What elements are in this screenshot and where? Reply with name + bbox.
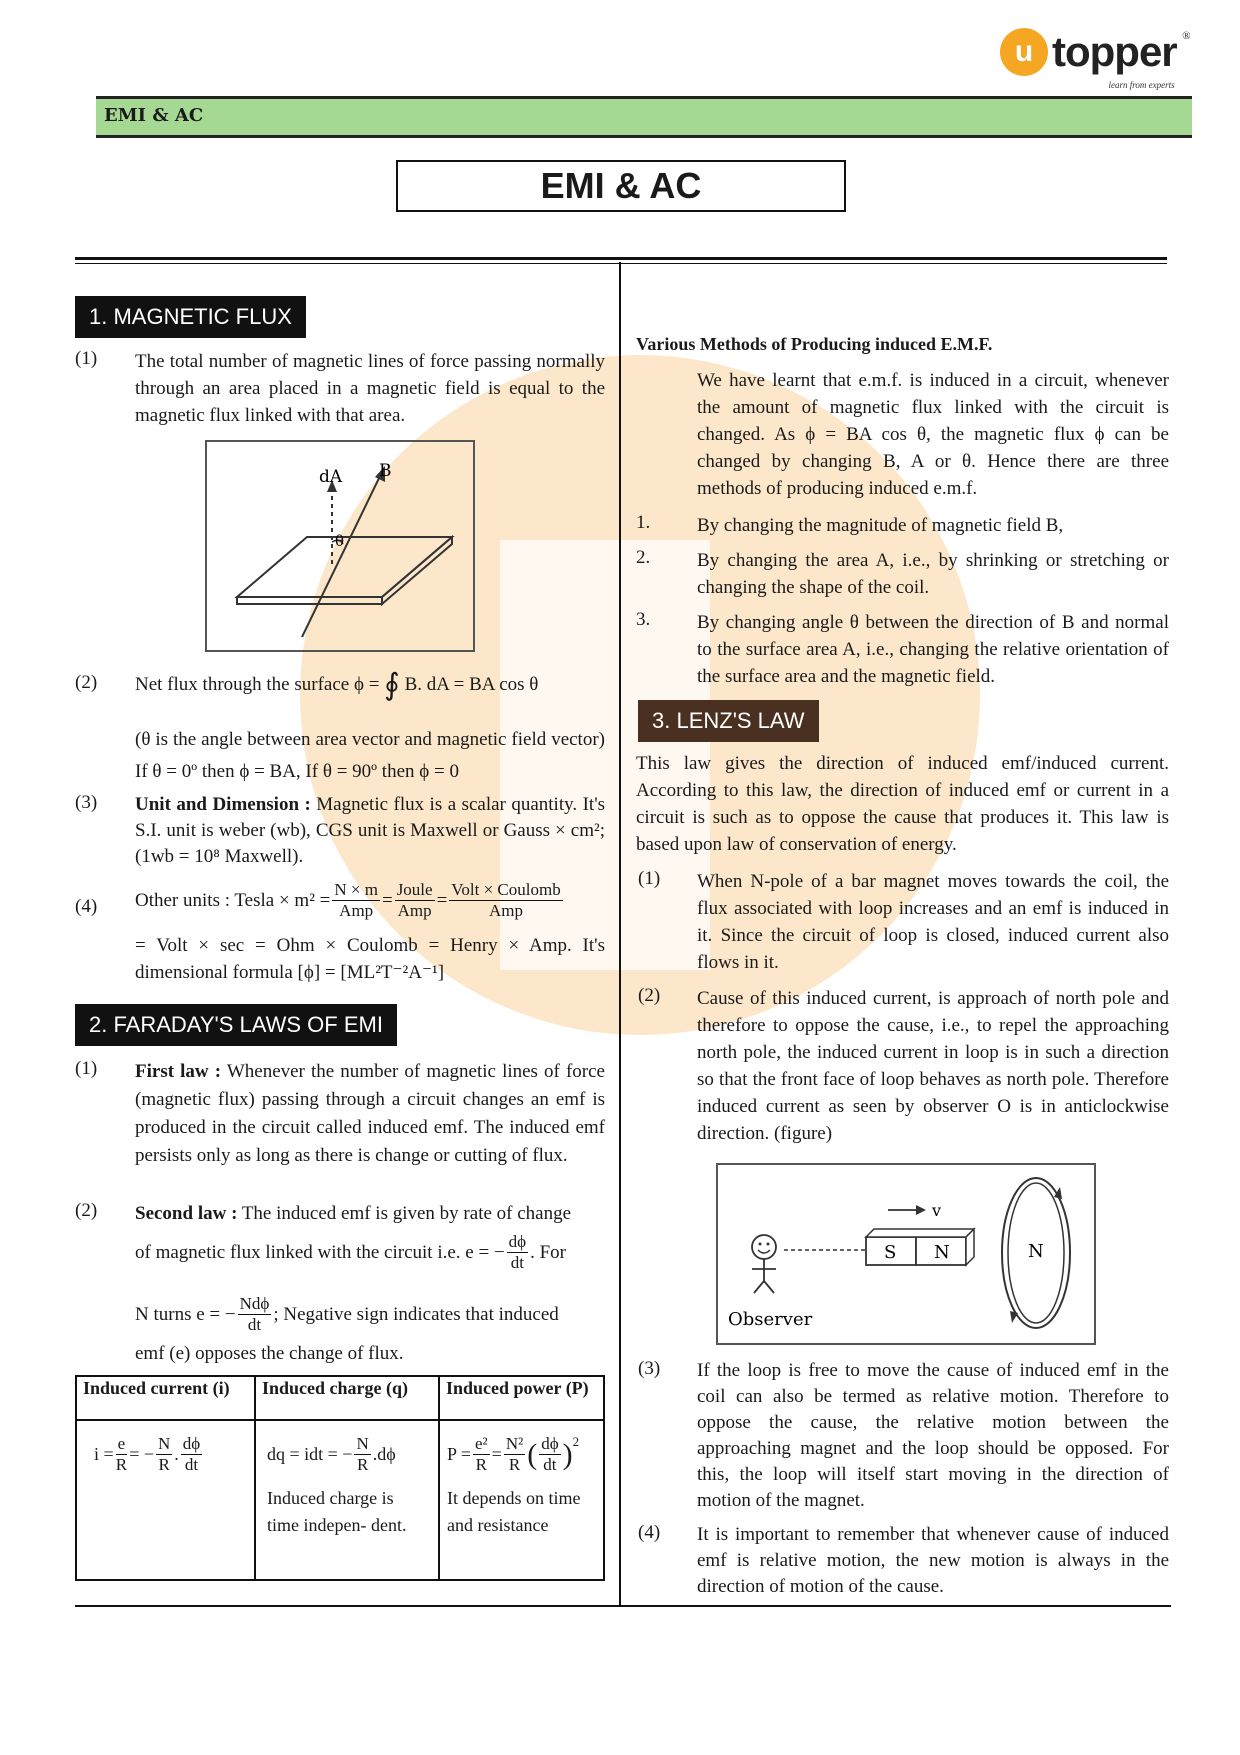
lenz-point-1: When N-pole of a bar magnet moves towards the coil, the flux associated with loop increases and an emf is induced in it. Since the circuit of loop is closed, induced current also flows in it. [697,871,1169,973]
item-number: (4) [638,1522,661,1543]
method-number: 2. [636,547,651,568]
method-number: 3. [636,609,651,630]
other-units [135,880,615,921]
second-law [135,1200,605,1227]
topper-logo [1000,22,1191,90]
section-heading-lenz: 3. LENZ'S LAW [638,700,819,742]
fig-dA-label: dA [319,467,343,487]
first-law-text: Whenever the number of magnetic lines of force (magnetic flux) passing through a circuit changes an emf is produced in the circuit called induced emf. The induced emf persists only as long as there is change or cutting of flux. [135,1061,605,1166]
logo-registered: ® [1182,30,1191,42]
other-units-prefix: Other units : Tesla × m² = [135,890,331,911]
item-number: (2) [75,672,98,693]
other-units-continued: = Volt × sec = Ohm × Coulomb = Henry × Amp. It's dimensional formula [ϕ] = [ML²T⁻²A⁻¹] [135,935,605,983]
method-2: By changing the area A, i.e., by shrinking or stretching or changing the shape of the coil. [697,550,1169,598]
logo-u-icon: u [1000,28,1048,76]
top-rule [75,257,1167,260]
emf-opposes: emf (e) opposes the change of flux. [135,1343,404,1364]
table-cell-current: i = $\frac{e}{R}$ = − $\frac{N}{R}$ . $\frac{d\phi}{dt}$ [76,1420,255,1580]
first-law [135,1058,605,1170]
logo-word: topper [1052,28,1177,75]
chapter-band [96,96,1192,138]
equals: = [381,890,393,911]
lenz-diagram [718,1165,1094,1343]
net-flux-formula [135,665,605,706]
lenz-intro: This law gives the direction of induced emf/induced current. According to this law, the direction of induced emf or current in a circuit is such as to oppose the cause that produces it. This law is based upon law of conservation of energy. [636,753,1169,855]
lenz-figure [716,1163,1096,1345]
lenz-point-2: Cause of this induced current, is approach of north pole and therefore to oppose the cause, i.e., to repel the approaching north pole, the induced current in loop is in such a direction so that the front face of loop behaves as north pole. Therefore induced current as seen by observer O is in anticlockwise direction. (figure) [697,988,1169,1144]
n-turns-suffix: ; Negative sign indicates that induced [273,1304,559,1325]
table-cell-power: P = $\frac{\text{e²}}{R}$ = $\frac{\text{N²}}{R}$ ( $\frac{d\phi}{dt}$ ) $^2$ It depends on time and resistance [439,1420,604,1580]
emf-formula [135,1232,610,1273]
band-label: EMI & AC [104,105,204,126]
fig-B-label: B [379,461,392,481]
table-cell-charge: dq = idt = − $\frac{N}{R}$ .dϕ Induced charge is time indepen- dent. [255,1420,439,1580]
section-heading-magnetic-flux: 1. MAGNETIC FLUX [75,296,306,338]
lenz-point-3: If the loop is free to move the cause of induced emf in the coil can also be termed as relative motion. Therefore to oppose the cause, the relative motion between the approaching magnet and the loop should be opposed. For this, the loop will itself start moving in the direction of motion of the magnet. [697,1360,1169,1511]
item-number: (3) [638,1358,661,1379]
method-number: 1. [636,512,651,533]
logo-tagline: learn from experts [1108,80,1175,90]
induced-quantities-table [75,1375,605,1581]
flux-figure [205,440,475,652]
observer-label: Observer [728,1309,813,1330]
n-turns-formula [135,1294,610,1335]
section-heading-faraday: 2. FARADAY'S LAWS OF EMI [75,1004,397,1046]
method-3: By changing angle θ between the direction of B and normal to the surface area A, i.e., changing the relative orientation of the surface area and the magnetic field. [697,612,1169,687]
methods-title: Various Methods of Producing induced E.M.F. [636,334,993,354]
fraction: $\frac{\text{Joule}}{\text{Amp}}$ [396,880,433,920]
net-flux-integrand: B. dA [404,674,449,695]
velocity-label: v [932,1201,942,1220]
item-number: (3) [75,792,98,813]
item-number: (2) [75,1200,98,1221]
unit-dimension-label: Unit and Dimension : [135,794,311,815]
lenz-point-4: It is important to remember that whenever cause of induced emf is relative motion, the new motion is always in the direction of motion of the cause. [697,1524,1169,1597]
fraction: $\frac{d\phi}{dt}$ [508,1232,527,1272]
loop-n-label: N [1028,1241,1044,1262]
method-1: By changing the magnitude of magnetic field B, [697,515,1064,536]
magnet-n-label: N [934,1242,950,1263]
first-law-label: First law : [135,1061,222,1082]
methods-intro: We have learnt that e.m.f. is induced in a circuit, whenever the amount of magnetic flux linked with the circuit is changed. As ϕ = BA cos θ, the magnetic flux ϕ can be changed by changing B, A or θ. Hence there are three methods of producing induced e.m.f. [697,370,1169,499]
flux-diagram [207,442,473,650]
fraction: $\frac{\text{Volt × Coulomb}}{\text{Amp}}$ [451,880,561,920]
column-divider [619,262,621,1606]
page-title: EMI & AC [396,160,846,212]
fig-theta-label: θ [335,532,345,550]
item-number: (1) [638,868,661,889]
emf-formula-prefix: of magnetic flux linked with the circuit i.e. e = − [135,1242,505,1263]
net-flux-result: = BA cos θ [453,674,539,695]
unit-dimension [135,792,605,870]
emf-formula-suffix: . For [530,1242,567,1263]
fraction: $\frac{N \times m}{\text{Amp}}$ [334,880,378,920]
net-flux-prefix: Net flux through the surface ϕ = [135,674,380,695]
top-rule-thin [75,263,1167,264]
table-header: Induced current (i) [76,1376,255,1420]
fraction: $\frac{\text{Ndϕ}}{dt}$ [239,1294,270,1334]
magnet-s-label: S [884,1242,897,1263]
second-law-text: The induced emf is given by rate of change [241,1203,572,1224]
n-turns-prefix: N turns e = − [135,1304,236,1325]
item-number: (2) [638,985,661,1006]
equals: = [436,890,448,911]
item-number: (1) [75,1058,98,1079]
table-header: Induced charge (q) [255,1376,439,1420]
flux-definition: The total number of magnetic lines of force passing normally through an area placed in a magnetic field is equal to the magnetic flux linked with that area. [135,351,605,426]
unit-dimension-text: Magnetic flux is a scalar quantity. It's S.I. unit is weber (wb), CGS unit is Maxwell or Gauss × cm²; (1wb = 10⁸ Maxwell). [135,794,606,867]
bottom-rule [75,1605,1171,1607]
contour-integral-symbol: ∮ [384,668,400,702]
table-header: Induced power (P) [439,1376,604,1420]
theta-explanation: (θ is the angle between area vector and magnetic field vector) If θ = 0º then ϕ = BA, If θ = 90º then ϕ = 0 [135,729,605,782]
second-law-label: Second law : [135,1203,238,1224]
item-number: (4) [75,896,98,917]
item-number: (1) [75,348,98,369]
